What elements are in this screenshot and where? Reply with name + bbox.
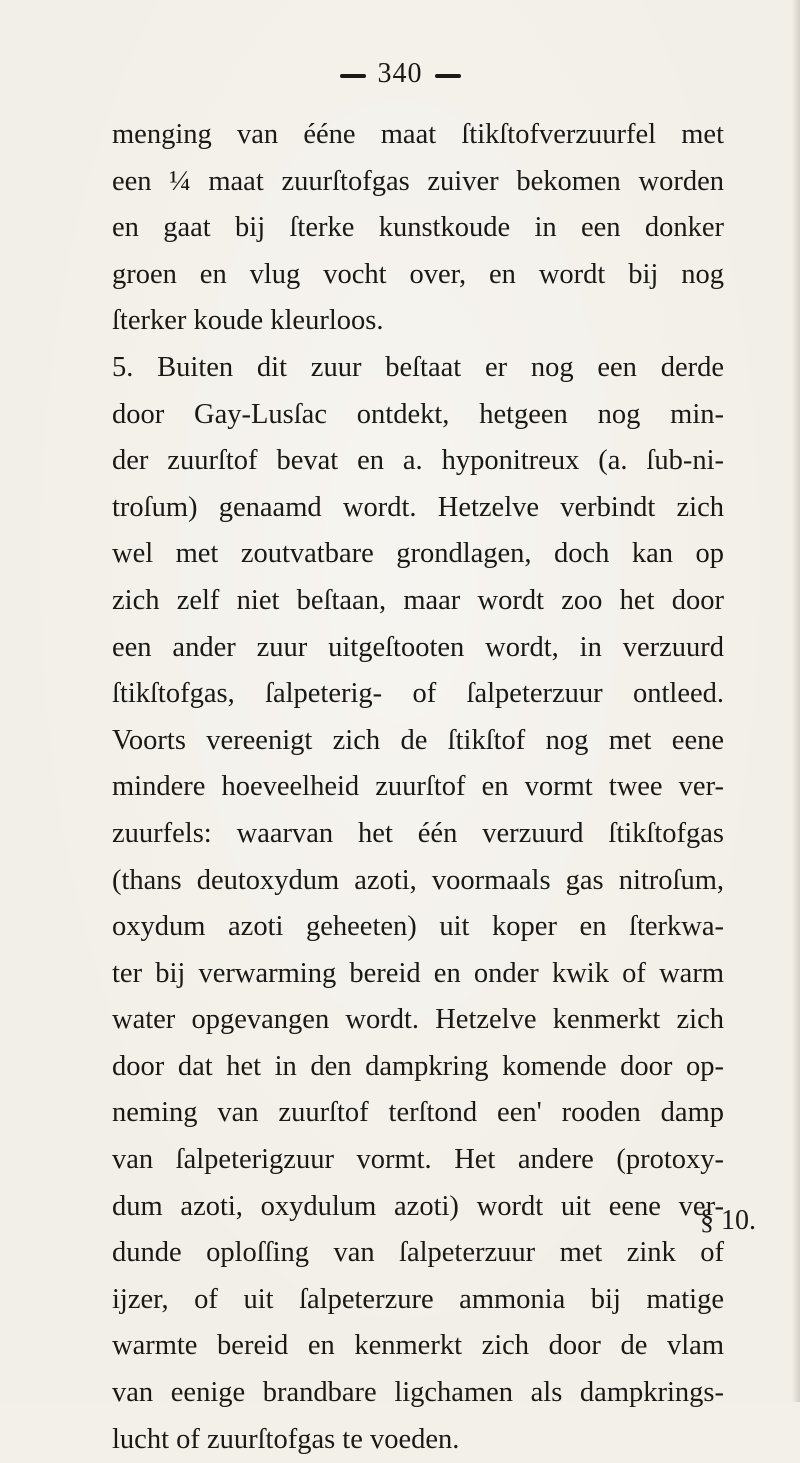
text-line: oxydum azoti geheeten) uit koper en ſterkwa- [112, 911, 724, 943]
text-line: een ander zuur uitgeſtooten wordt, in verzuurd [112, 631, 724, 663]
text-line: warmte bereid en kenmerkt zich door de vlam [112, 1330, 724, 1362]
text-line: 5. Buiten dit zuur beſtaat er nog een derde [112, 351, 724, 383]
text-line: lucht of zuurſtofgas te voeden. [112, 1423, 460, 1455]
text-line: dunde oploſſing van ſalpeterzuur met zink of [112, 1237, 724, 1269]
page-edge-shadow [792, 0, 800, 1402]
header-dash-left [340, 74, 366, 78]
text-line: mindere hoeveelheid zuurſtof en vormt twee ver- [112, 771, 724, 803]
text-line: ſtikſtofgas, ſalpeterig- of ſalpeterzuur ontleed. [112, 678, 724, 710]
page-number: 340 [377, 58, 423, 89]
text-line: zich zelf niet beſtaan, maar wordt zoo het door [112, 584, 724, 616]
text-line: der zuurſtof bevat en a. hyponitreux (a. ſub-ni- [112, 445, 724, 477]
text-line: en gaat bij ſterke kunstkoude in een donker [112, 212, 724, 244]
text-line: (thans deutoxydum azoti, voormaals gas nitroſum, [112, 864, 724, 896]
text-line: van eenige brandbare ligchamen als dampkrings- [112, 1377, 724, 1409]
body-text [112, 112, 724, 1463]
text-line: ſterker koude kleurloos. [112, 305, 384, 337]
text-line: zuurfels: waarvan het één verzuurd ſtikſtofgas [112, 817, 724, 849]
header-dash-right [435, 74, 461, 78]
text-line: neming van zuurſtof terſtond een' rooden damp [112, 1097, 724, 1129]
text-line: een ¼ maat zuurſtofgas zuiver bekomen worden [112, 165, 724, 197]
text-line: dum azoti, oxydulum azoti) wordt uit eene ver- [112, 1190, 724, 1222]
page-number-header [0, 58, 800, 90]
text-line: van ſalpeterigzuur vormt. Het andere (protoxy- [112, 1144, 724, 1176]
text-line: water opgevangen wordt. Hetzelve kenmerkt zich [112, 1004, 724, 1036]
catchword-section-mark: § 10. [700, 1205, 756, 1236]
text-line: wel met zoutvatbare grondlagen, doch kan op [112, 538, 724, 570]
text-line: groen en vlug vocht over, en wordt bij nog [112, 258, 724, 290]
text-line: troſum) genaamd wordt. Hetzelve verbindt zich [112, 491, 724, 523]
text-line: menging van ééne maat ſtikſtofverzuurfel met [112, 119, 724, 150]
text-line: ter bij verwarming bereid en onder kwik of warm [112, 957, 724, 989]
text-line: Voorts vereenigt zich de ſtikſtof nog met eene [112, 724, 724, 756]
text-line: ijzer, of uit ſalpeterzure ammonia bij matige [112, 1283, 724, 1315]
text-line: door dat het in den dampkring komende door op- [112, 1050, 724, 1082]
text-line: door Gay-Lusſac ontdekt, hetgeen nog min- [112, 398, 724, 430]
